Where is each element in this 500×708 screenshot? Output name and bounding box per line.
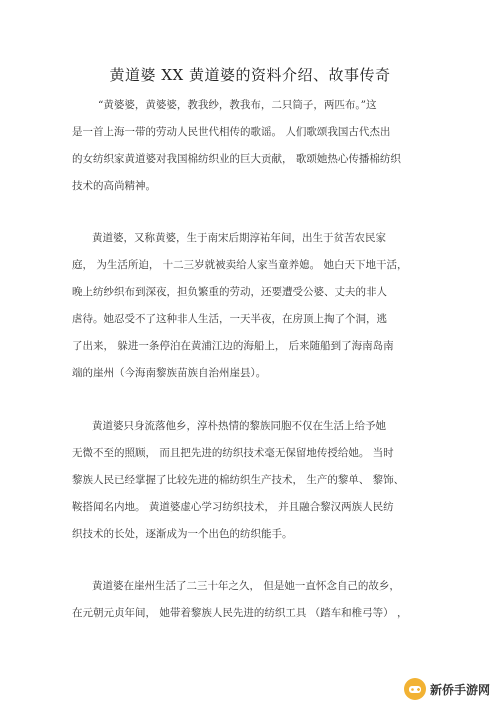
text-line: 无微不至的照顾， 而且把先进的纺织技术毫无保留地传授给她。 当时: [72, 447, 394, 459]
text-line: 的女纺织家黄道婆对我国棉纺织业的巨大贡献， 歌颂她热心传播棉纺织: [72, 153, 401, 165]
text-line: 庭， 为生活所迫， 十二三岁就被卖给人家当童养媳。 她白天下地干活，: [72, 259, 408, 271]
text-line: 黄道婆在崖州生活了二三十年之久， 但是她一直怀念自己的故乡，: [92, 580, 400, 592]
text-line: 晚上纺纱织布到深夜，担负繁重的劳动，还要遭受公婆、丈夫的非人: [72, 286, 387, 298]
text-line: 虐待。她忍受不了这种非人生活，一天半夜，在房顶上掏了个洞，逃: [72, 313, 387, 325]
text-line: 织技术的长处，逐渐成为一个出色的纺织能手。: [72, 528, 293, 540]
watermark-text: 新侨手游网: [429, 682, 490, 697]
text-line: 是一首上海一带的劳动人民世代相传的歌谣。 人们歌颂我国古代杰出: [72, 126, 391, 138]
text-line: 了出来， 躲进一条停泊在黄浦江边的海船上， 后来随船到了海南岛南: [72, 340, 394, 352]
text-line: 黎族人民已经掌握了比较先进的棉纺织生产技术， 生产的黎单、 黎饰、: [72, 474, 405, 486]
text-line: 技术的高尚精神。: [72, 180, 156, 192]
text-line: 黄道婆只身流落他乡，淳朴热情的黎族同胞不仅在生活上给予她: [92, 420, 386, 432]
game-site-logo-icon: [404, 678, 426, 700]
text-line: 黄道婆，又称黄婆，生于南宋后期淳祐年间，出生于贫苦农民家: [92, 232, 386, 244]
text-line: 端的崖州（今海南黎族苗族自治州崖县）。: [72, 367, 267, 379]
document-title: 黄道婆 XX 黄道婆的资料介绍、故事传奇: [109, 66, 391, 84]
text-line: 在元朝元贞年间， 她带着黎族人民先进的纺织工具 （踏车和椎弓等） ，: [72, 607, 408, 619]
text-line: 鞍搭闻名内地。 黄道婆虚心学习纺织技术， 并且融合黎汉两族人民纺: [72, 501, 394, 513]
site-watermark: [400, 676, 494, 702]
text-line: “黄婆婆，黄婆婆，教我纱，教我布，二只筒子，两匹布。”这: [98, 99, 377, 111]
